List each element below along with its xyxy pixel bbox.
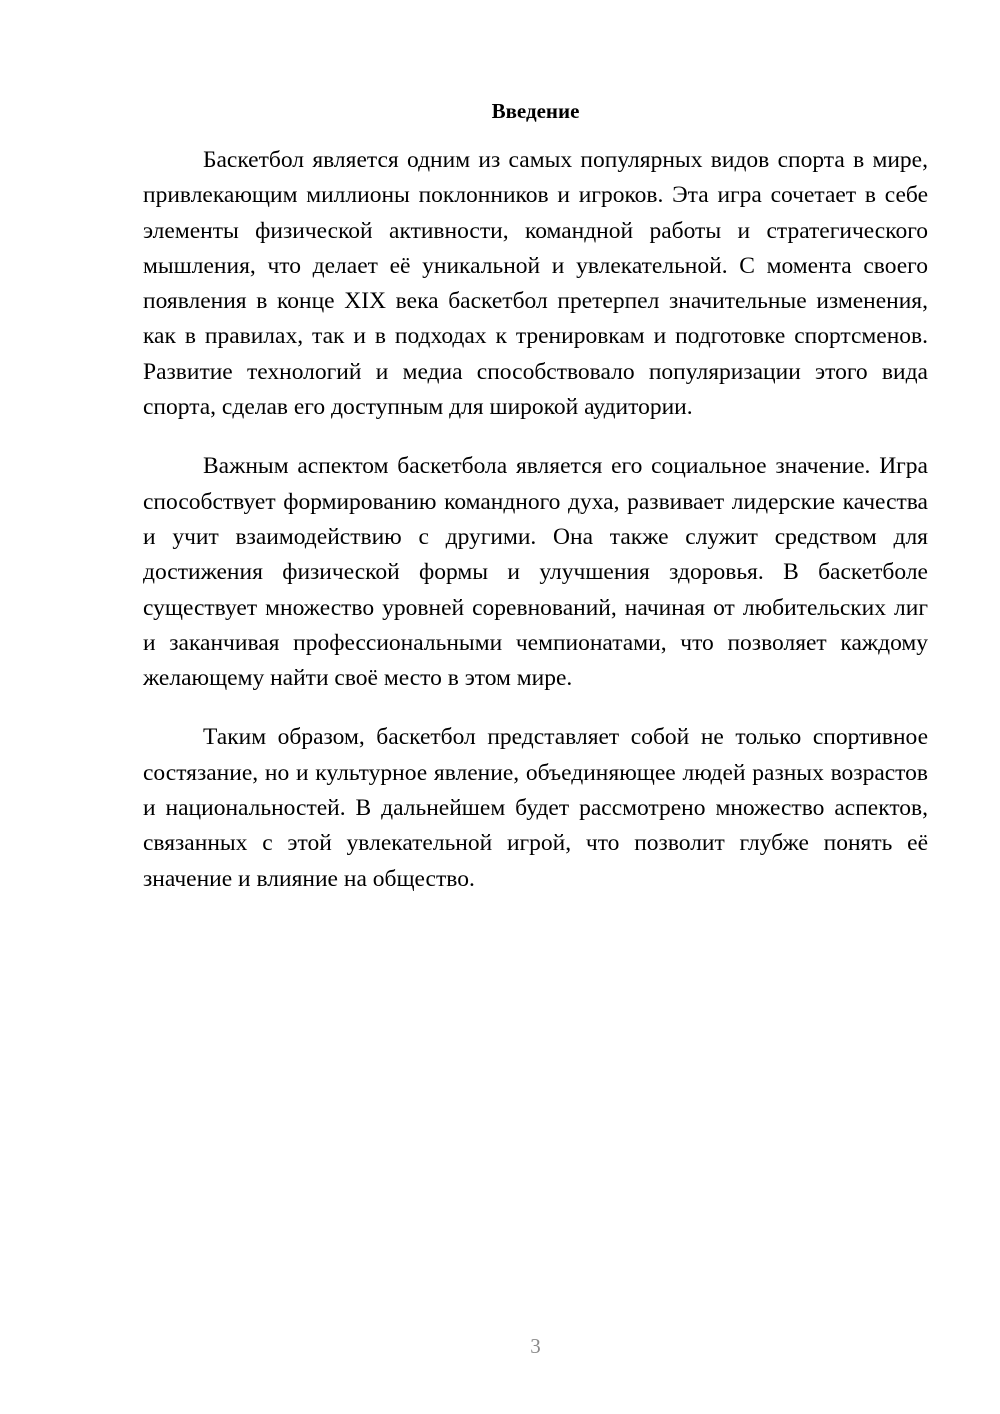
section-heading: Введение — [491, 99, 580, 123]
paragraph-2: Важным аспектом баскетбола является его социальное значение. Игра способствует формированию командного духа, развивает лидерские качества и учит взаимодействию с другими. Она также служит средством для достижения физической формы и улучшения здоровья. В баскетболе существует множество уровней соревнований, начиная от любительских лиг и заканчивая профессиональными чемпионатами, что позволяет каждому желающему найти своё место в этом мире. — [143, 453, 928, 692]
body-text — [143, 143, 928, 921]
paragraph-1: Баскетбол является одним из самых популярных видов спорта в мире, привлекающим миллионы поклонников и игроков. Эта игра сочетает в себе элементы физической активности, командной работы и стратегического мышления, что делает её уникальной и увлекательной. С момента своего появления в конце XIX века баскетбол претерпел значительные изменения, как в правилах, так и в подходах к тренировкам и подготовке спортсменов. Развитие технологий и медиа способствовало популяризации этого вида спорта, сделав его доступным для широкой аудитории. — [143, 147, 928, 421]
paragraph-3: Таким образом, баскетбол представляет собой не только спортивное состязание, но и культурное явление, объединяющее людей разных возрастов и национальностей. В дальнейшем будет рассмотрено множество аспектов, связанных с этой увлекательной игрой, что позволит глубже понять её значение и влияние на общество. — [143, 724, 928, 892]
page-number: 3 — [530, 1334, 541, 1358]
